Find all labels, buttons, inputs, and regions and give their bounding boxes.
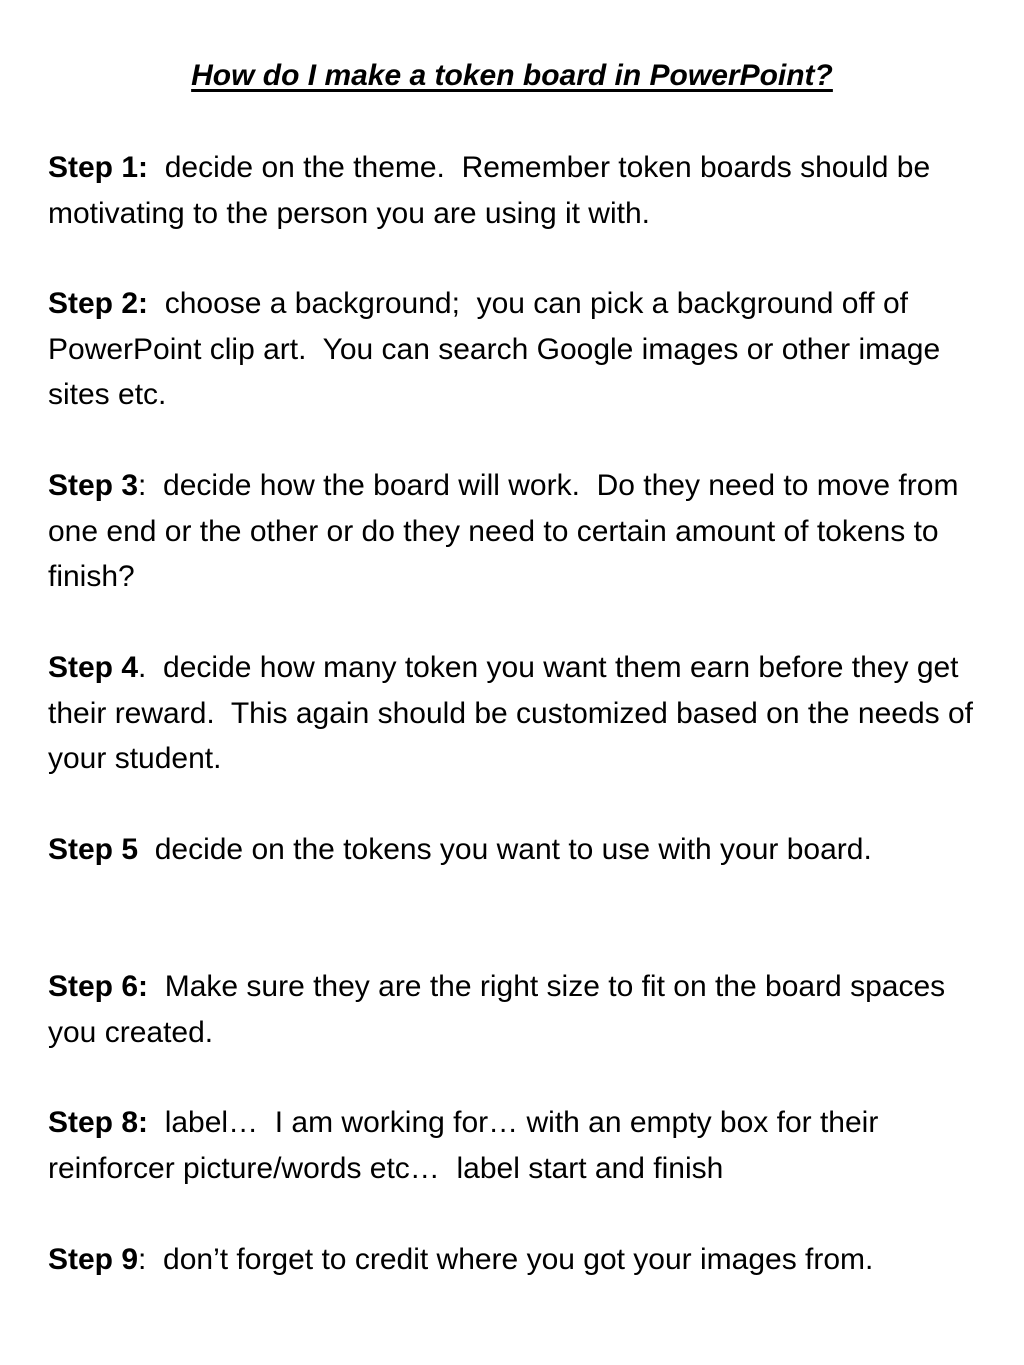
step-2-label: Step 2:	[48, 287, 149, 320]
step-5-label: Step 5	[48, 833, 139, 866]
step-6-text: Make sure they are the right size to fit on the board spaces you created.	[48, 970, 954, 1049]
step-9-text: : don’t forget to credit where you got your images from.	[138, 1243, 874, 1276]
step-1-label: Step 1:	[48, 151, 149, 184]
step-2	[48, 281, 988, 418]
step-8-text: label… I am working for… with an empty box for their reinforcer picture/words etc… label start and finish	[48, 1106, 887, 1185]
step-6	[48, 964, 988, 1055]
document-title: How do I make a token board in PowerPoint?	[191, 59, 833, 92]
step-3-text: : decide how the board will work. Do they need to move from one end or the other or do they need to certain amount of tokens to finish?	[48, 469, 967, 593]
step-3-label: Step 3	[48, 469, 139, 502]
step-1-text: decide on the theme. Remember token boards should be motivating to the person you are using it with.	[48, 151, 939, 230]
step-4-text: . decide how many token you want them earn before they get their reward. This again should be customized based on the needs of your student.	[48, 651, 982, 775]
step-9-label: Step 9	[48, 1243, 139, 1276]
step-5-text: decide on the tokens you want to use with your board.	[138, 833, 872, 866]
step-9	[48, 1237, 988, 1283]
step-6-label: Step 6:	[48, 970, 149, 1003]
step-5	[48, 827, 988, 873]
step-3	[48, 463, 988, 600]
step-2-text: choose a background; you can pick a background off of PowerPoint clip art. You can search Google images or other image sites etc.	[48, 287, 949, 411]
step-4	[48, 645, 988, 782]
step-4-label: Step 4	[48, 651, 139, 684]
step-8-label: Step 8:	[48, 1106, 149, 1139]
step-8	[48, 1100, 988, 1191]
step-1	[48, 145, 988, 236]
